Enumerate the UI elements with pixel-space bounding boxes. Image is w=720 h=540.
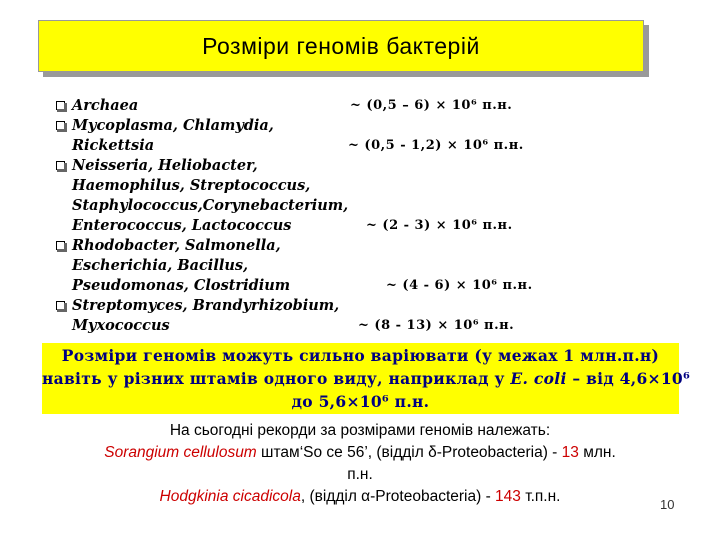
organism-names: Haemophilus, Streptococcus, xyxy=(72,177,311,194)
square-bullet-icon xyxy=(56,101,65,110)
organism-names: Rickettsia xyxy=(72,137,155,154)
records-line-2: п.н. xyxy=(347,466,373,483)
list-item xyxy=(56,296,616,316)
records-line-1 xyxy=(20,444,700,462)
organism-names: Archaea xyxy=(72,97,139,114)
genome-size: 13 xyxy=(561,444,579,461)
list-item xyxy=(56,116,616,136)
genome-size-value: ~ (0,5 – 6) ⨯ 10⁶ п.н. xyxy=(350,98,513,113)
highlight-text: навіть у різних штамів одного виду, наприклад у xyxy=(42,369,511,388)
record-text: штам xyxy=(256,444,300,461)
organism-names: Escherichia, Bacillus, xyxy=(72,257,249,274)
organism-names: Pseudomonas, Clostridium xyxy=(72,277,291,294)
organism-names: Neisseria, Heliobacter, xyxy=(72,157,258,174)
highlight-line-2 xyxy=(42,369,691,388)
species-name: Hodgkinia cicadicola xyxy=(159,488,301,505)
highlight-line-3: до 5,6⨯10⁶ п.н. xyxy=(291,392,430,411)
list-item xyxy=(56,96,616,116)
square-bullet-icon xyxy=(56,301,65,310)
list-item-continued xyxy=(56,196,616,216)
list-item-continued xyxy=(56,136,616,156)
list-item-continued xyxy=(56,176,616,196)
title-box xyxy=(38,20,644,72)
highlight-text: – від 4,6⨯10⁶ xyxy=(566,369,691,388)
record-text: млн. xyxy=(578,444,616,461)
genome-size-value: ~ (2 - 3) ⨯ 10⁶ п.н. xyxy=(366,218,513,233)
list-item-continued xyxy=(56,256,616,276)
species-name: E. coli xyxy=(510,369,567,388)
square-bullet-icon xyxy=(56,161,65,170)
record-text: , (відділ α-Proteobacteria) - xyxy=(300,488,496,505)
square-bullet-icon xyxy=(56,121,65,130)
genome-size: 143 xyxy=(495,488,521,505)
highlight-line-1: Розміри геномів можуть сильно варіювати (у межах 1 млн.п.н) xyxy=(61,346,660,365)
genome-size-value: ~ (8 - 13) ⨯ 10⁶ п.н. xyxy=(358,318,515,333)
records-line-3 xyxy=(20,488,700,506)
record-text: т.п.н. xyxy=(520,488,561,505)
records-intro: На сьогодні рекорди за розмірами геномів належать: xyxy=(169,422,551,439)
organism-names: Rhodobacter, Salmonella, xyxy=(72,237,281,254)
slide-title: Розміри геномів бактерій xyxy=(202,32,480,59)
organism-names: Enterococcus, Lactococcus xyxy=(72,217,292,234)
organism-names: Mycoplasma, Chlamydia, xyxy=(72,117,274,134)
species-name: Sorangium cellulosum xyxy=(104,444,257,461)
organism-names: Myxococcus xyxy=(72,317,170,334)
genome-size-value: ~ (0,5 - 1,2) ⨯ 10⁶ п.н. xyxy=(348,138,524,153)
organism-names: Streptomyces, Brandyrhizobium, xyxy=(72,297,340,314)
organism-names: Staphylococcus,Corynebacterium, xyxy=(72,197,349,214)
highlight-box xyxy=(42,343,691,414)
strain-name: ‘So ce 56’ xyxy=(299,444,368,461)
list-item-continued xyxy=(56,276,616,296)
list-item xyxy=(56,156,616,176)
square-bullet-icon xyxy=(56,241,65,250)
list-item xyxy=(56,236,616,256)
list-item-continued xyxy=(56,316,616,336)
page-number: 10 xyxy=(660,497,675,512)
genome-size-value: ~ (4 - 6) ⨯ 10⁶ п.н. xyxy=(386,278,533,293)
list-item-continued xyxy=(56,216,616,236)
record-text: , (відділ δ-Proteobacteria) - xyxy=(367,444,562,461)
genome-size-list xyxy=(56,96,616,336)
